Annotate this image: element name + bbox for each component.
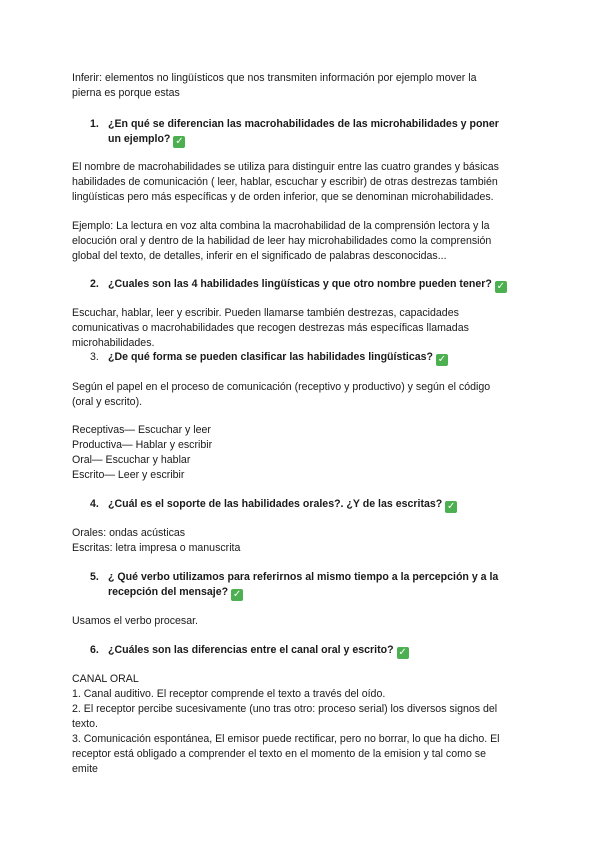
section-heading: CANAL ORAL <box>72 673 139 685</box>
checkmark-icon: ✓ <box>447 501 456 512</box>
question-1-line2: un ejemplo? <box>108 133 171 145</box>
answer-6: CANAL ORAL 1. Canal auditivo. El receptor comprende el texto a través del oído. 2. El receptor percibe sucesivamente (uno tras otro: proceso serial) los diversos signos del texto. 3. Comunicación espontánea, El emisor puede rectificar, pero no borrar, lo que ha dicho. El receptor está obligado a comprender el texto en el momento de la emision y tal como se emite <box>72 672 530 777</box>
checkmark-icon: ✓ <box>496 281 505 292</box>
list-item: Receptivas— Escuchar y leer <box>72 424 211 436</box>
question-3-text: ¿De qué forma se pueden clasificar las habilidades lingüísticas? <box>108 351 433 363</box>
checkmark-icon: ✓ <box>175 136 184 147</box>
list-item: Productiva— Hablar y escribir <box>72 439 213 451</box>
question-3: 3. ¿De qué forma se pueden clasificar las habilidades lingüísticas? ✓ <box>90 351 447 365</box>
question-4-text: ¿Cuál es el soporte de las habilidades orales?. ¿Y de las escritas? <box>108 498 443 510</box>
answer-1-example: Ejemplo: La lectura en voz alta combina la macrohabilidad de la comprensión lectora y la elocución oral y dentro de la habilidad de leer hay microhabilidades como la comprensión global del texto, de detalles, inferir en el significado de palabras desconocidas... <box>72 220 492 262</box>
checkmark-icon: ✓ <box>398 647 407 658</box>
question-5: 5. ¿ Qué verbo utilizamos para referirnos al mismo tiempo a la percepción y a la recepción del mensaje? ✓ <box>90 571 499 600</box>
question-6-text: ¿Cuáles son las diferencias entre el canal oral y escrito? <box>108 644 394 656</box>
question-1: 1. ¿En qué se diferencian las macrohabilidades de las microhabilidades y poner un ejemplo? ✓ <box>90 118 499 147</box>
answer-1-definition: El nombre de macrohabilidades se utiliza para distinguir entre las cuatro grandes y básicas habilidades de comunicación ( leer, hablar, escuchar y escribir) de otras destrezas también lingüísticas pero más específicas y de orden inferior, que se denominan microhabilidades. <box>72 161 499 203</box>
answer-2: Escuchar, hablar, leer y escribir. Pueden llamarse también destrezas, capacidades comunicativas o macrohabilidades que recogen destrezas más específicas llamadas microhabilidades. <box>72 307 469 349</box>
intro-paragraph: Inferir: elementos no lingüísticos que nos transmiten información por ejemplo mover la pierna es porque estas <box>72 72 477 99</box>
question-4: 4. ¿Cuál es el soporte de las habilidades orales?. ¿Y de las escritas? ✓ <box>90 498 456 512</box>
question-2-text: ¿Cuales son las 4 habilidades lingüísticas y que otro nombre pueden tener? <box>108 278 492 290</box>
answer-3-intro: Según el papel en el proceso de comunicación (receptivo y productivo) y según el código (oral y escrito). <box>72 381 491 408</box>
question-5-line2: recepción del mensaje? <box>108 586 229 598</box>
list-item: Escrito— Leer y escribir <box>72 469 185 481</box>
answer-4: Orales: ondas acústicas Escritas: letra impresa o manuscrita <box>72 527 241 554</box>
answer-3-list <box>72 423 530 483</box>
checkmark-icon: ✓ <box>437 354 447 365</box>
checkmark-icon: ✓ <box>232 589 242 600</box>
question-2: 2. ¿Cuales son las 4 habilidades lingüísticas y que otro nombre pueden tener? ✓ <box>90 278 505 292</box>
answer-5: Usamos el verbo procesar. <box>72 615 199 627</box>
question-6: 6. ¿Cuáles son las diferencias entre el canal oral y escrito? ✓ <box>90 644 407 658</box>
list-item: Oral— Escuchar y hablar <box>72 454 191 466</box>
